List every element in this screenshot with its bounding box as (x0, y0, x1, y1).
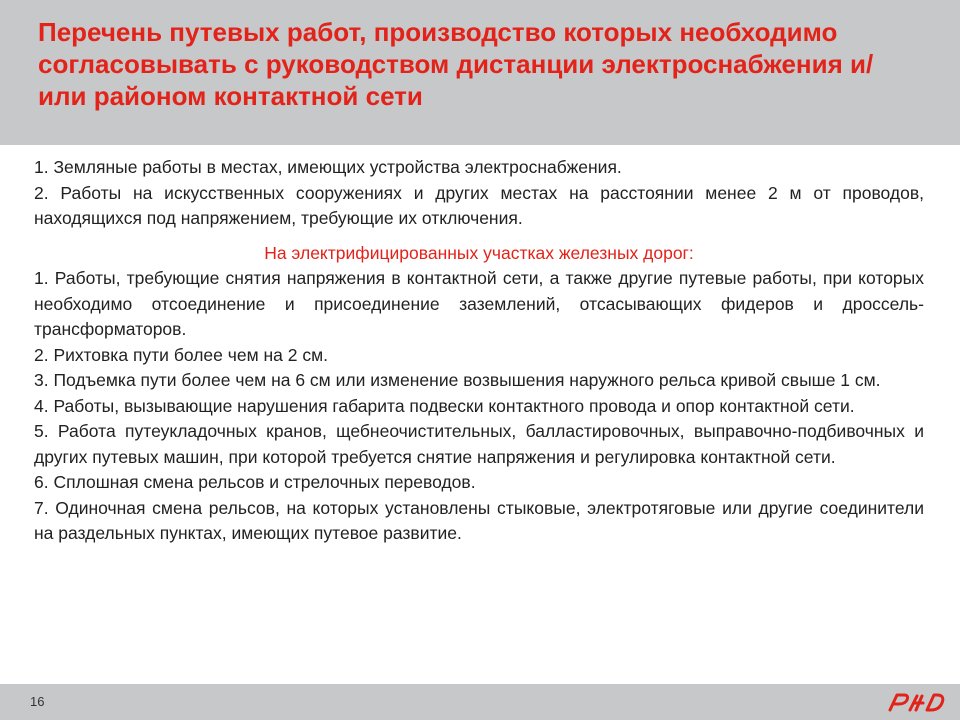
electrified-item: 5. Работа путеукладочных кранов, щебнеочистительных, балластировочных, выправочно-подбивочных и других путевых машин, при которой требуется снятие напряжения и регулировка контактной сети. (34, 421, 924, 467)
electrified-item: 3. Подъемка пути более чем на 6 см или изменение возвышения наружного рельса кривой свыше 1 см. (34, 370, 881, 390)
footer-band (0, 684, 960, 720)
title-banner (0, 0, 960, 145)
electrified-item: 1. Работы, требующие снятия напряжения в контактной сети, а также другие путевые работы, при которых необходимо отсоединение и присоединение заземлений, отсасывающих фидеров и дроссель-трансформаторов. (34, 268, 924, 339)
electrified-section-heading: На электрифицированных участках железных дорог: (264, 242, 694, 263)
electrified-item: 7. Одиночная смена рельсов, на которых установлены стыковые, электротяговые или другие соединители на раздельных пунктах, имеющих путевое развитие. (34, 497, 924, 543)
electrified-item: 6. Сплошная смена рельсов и стрелочных переводов. (34, 472, 476, 492)
general-item: 1. Земляные работы в местах, имеющих устройства электроснабжения. (34, 157, 622, 177)
slide-title: Перечень путевых работ, производство которых необходимо согласовывать с руководством дистанции электроснабжения и/или районом контактной сети (38, 17, 874, 111)
page-number: 16 (30, 694, 45, 709)
slide-body (34, 155, 924, 547)
electrified-item: 2. Рихтовка пути более чем на 2 см. (34, 344, 328, 365)
general-item: 2. Работы на искусственных сооружениях и других местах на расстоянии менее 2 м от проводов, находящихся под напряжением, требующие их отключения. (34, 182, 924, 228)
rzd-logo (886, 691, 950, 718)
electrified-item: 4. Работы, вызывающие нарушения габарита подвески контактного провода и опор контактной сети. (34, 395, 855, 416)
rzd-logo-icon (886, 691, 950, 713)
